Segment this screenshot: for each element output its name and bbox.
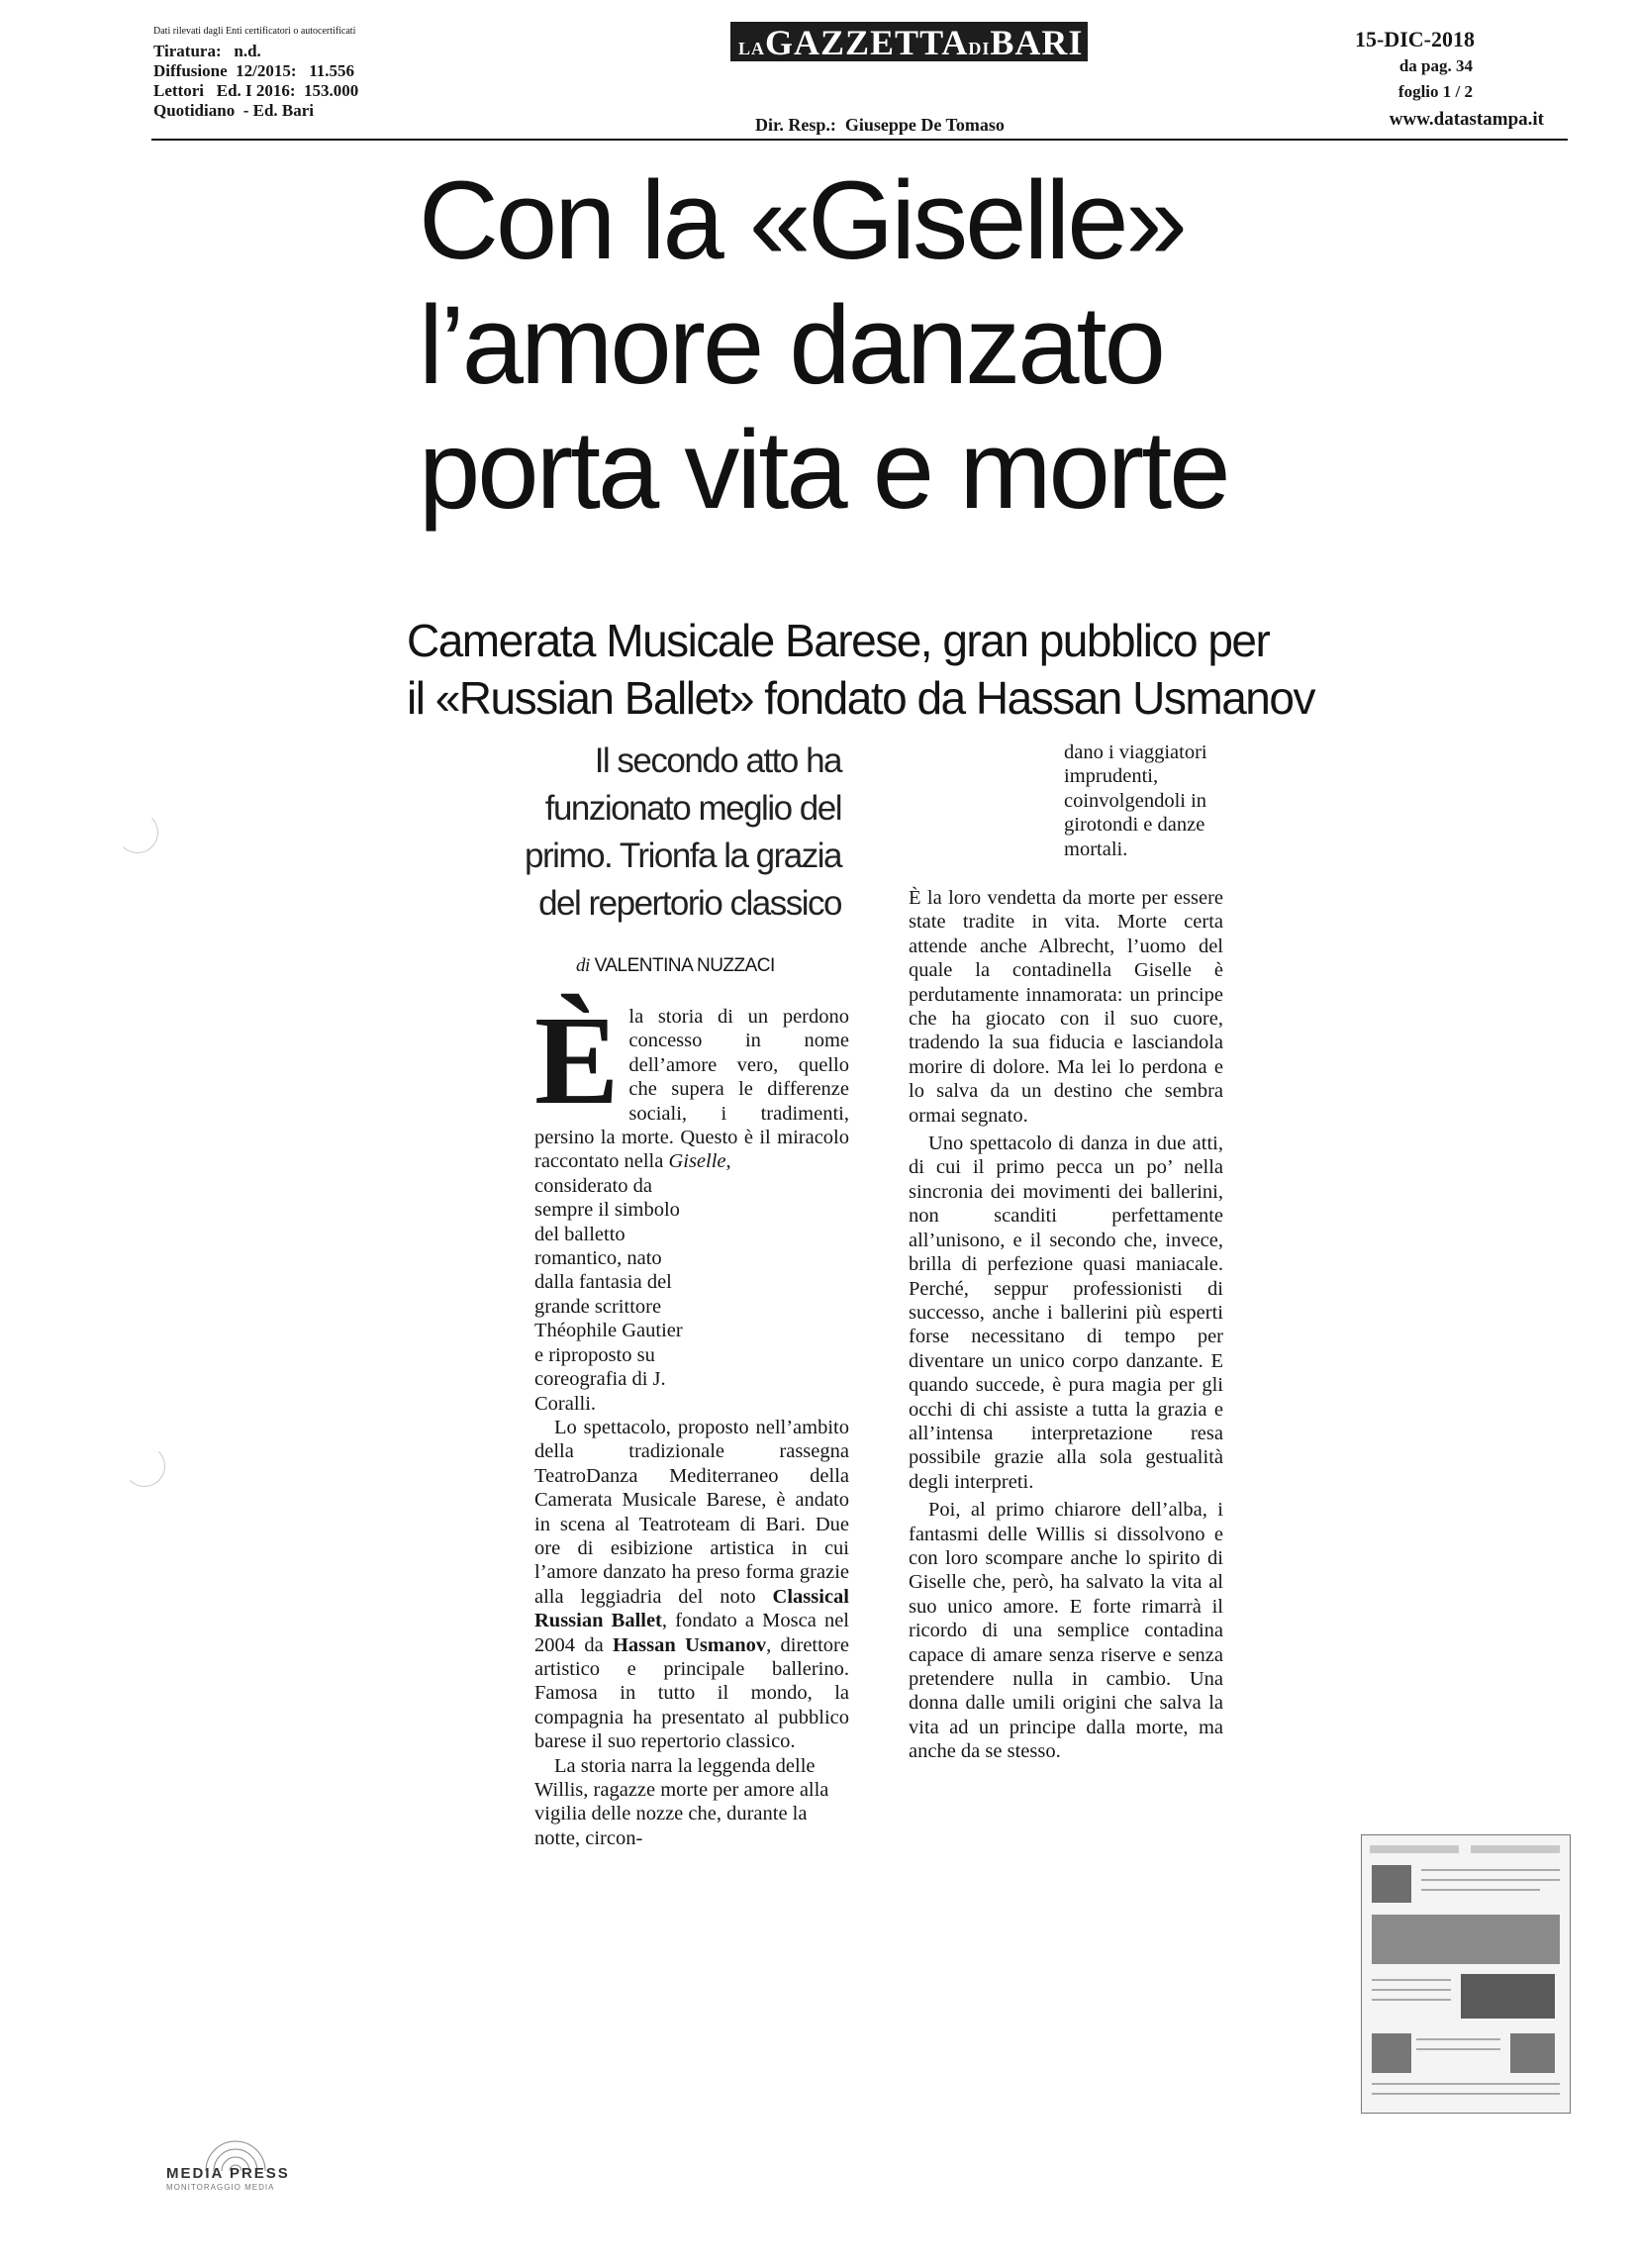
website: www.datastampa.it [1389,109,1544,130]
column-2-wrap-top: dano i viaggiatori imprudenti, coinvolgendoli in girotondi e danze mortali. [1064,741,1207,860]
meta-line: Quotidiano - Ed. Bari [153,101,315,120]
meta-line: Diffusione 12/2015: 11.556 [153,61,355,80]
headline-line: porta vita e morte [419,408,1228,532]
paragraph: La storia narra la leggenda delle Willis, ragazze morte per amore alla vigilia delle nozze che, durante la notte, circon- [534,1754,829,1849]
logo-text: MEDIA PRESS [166,2165,290,2182]
subheadline [407,612,1314,727]
header-rule [151,139,1568,141]
page-thumbnail [1361,1834,1571,2114]
paragraph: Uno spettacolo di danza in due atti, di cui il primo pecca un po’ nella sincronia dei movimenti dei ballerini, non scanditi perfettamente all’unisono, e il secondo che, invece, brilla di perfezione quasi maniacale. Perché, seppur professionisti di successo, anche i ballerini più esperti forse necessitano di tempo per diventare un unico corpo danzante. E quando succede, è pura magia per gli occhi di chi assiste a tutta la grazia e all’intensa interpretazione resa possibile grazie alla sola gestualità degli interpreti. [909,1133,1223,1493]
kicker-line: funzionato meglio del [544,789,841,828]
subheadline-line: Camerata Musicale Barese, gran pubblico per [407,615,1270,666]
wrapped-paragraph: considerato da sempre il simbolo del balletto romantico, nato dalla fantasia del grande scrittore Théophile Gautier e riproposto su coreografia di J. Coralli. [534,1174,683,1415]
paragraph: È la loro vendetta da morte per essere state tradite in vita. Morte certa attende anche Albrecht, l’uomo del quale la contadinella Giselle è perdutamente innamorata: un principe che ha giocato con il suo cuore, tradendo la sua fiducia e lasciandola morire di dolore. Ma lei lo perdona e lo salva da un destino che sembra ormai segnato. [909,887,1223,1127]
paragraph: Lo spettacolo, proposto nell’ambito della tradizionale rassegna TeatroDanza Mediterraneo della Camerata Musicale Barese, è andato in scena al Teatroteam di Bari. Due ore di esibizione artistica in cui l’amore danzato ha preso forma grazie alla leggiadria del noto Classical Russian Ballet, fondato a Mosca nel 2004 da Hassan Usmanov, direttore artistico e principale ballerino. Famosa in tutto il mondo, la compagnia ha presentato al pubblico barese il suo repertorio classico. [534,1416,849,1753]
lead-paragraph: È la storia di un perdono concesso in nome dell’amore vero, quello che supera le differenze sociali, i tradimenti, persino la morte. Questo è il miracolo raccontato nella Giselle, [534,990,849,1173]
byline-prefix: di [576,955,590,976]
drop-cap: È [534,990,620,1131]
headline-line: Con la «Giselle» [419,158,1185,282]
byline-author: VALENTINA NUZZACI [594,955,775,976]
kicker [515,738,841,928]
headline-line: l’amore danzato [419,283,1163,407]
logo-subtext: MONITORAGGIO MEDIA [166,2183,275,2192]
kicker-line: del repertorio classico [538,884,841,923]
media-press-logo [166,2133,344,2193]
article-column-2 [909,886,1223,1764]
subheadline-line: il «Russian Ballet» fondato da Hassan Usmanov [407,672,1314,724]
kicker-line: Il secondo atto ha [594,741,841,780]
newspaper-masthead: LAGAZZETTADIBARI [730,22,1088,61]
article-column-1 [534,990,849,1850]
punch-hole-mark [117,812,158,853]
director: Dir. Resp.: Giuseppe De Tomaso [755,115,1005,135]
meta-line: Lettori Ed. I 2016: 153.000 [153,81,359,100]
byline [576,955,775,977]
meta-line: Tiratura: n.d. [153,42,261,60]
source-note: Dati rilevati dagli Enti certificatori o autocertificati [153,26,356,37]
folio: foglio 1 / 2 [1397,82,1473,101]
circulation-meta [153,42,358,121]
page-reference: da pag. 34 [1398,56,1473,75]
paragraph: Poi, al primo chiarore dell’alba, i fantasmi delle Willis si dissolvono e con loro scompare anche lo spirito di Giselle che, però, ha salvato la vita al suo unico amore. E forte rimarrà il ricordo di una semplice contadina capace di amare senza riserve e senza pretendere nulla in cambio. Una donna dalle umili origini che salva la vita ad un principe dalla morte, ma anche da se stesso. [909,1499,1223,1763]
punch-hole-mark [124,1445,165,1487]
headline [419,158,1228,533]
issue-date: 15-DIC-2018 [1355,27,1475,51]
kicker-line: primo. Trionfa la grazia [525,837,841,875]
